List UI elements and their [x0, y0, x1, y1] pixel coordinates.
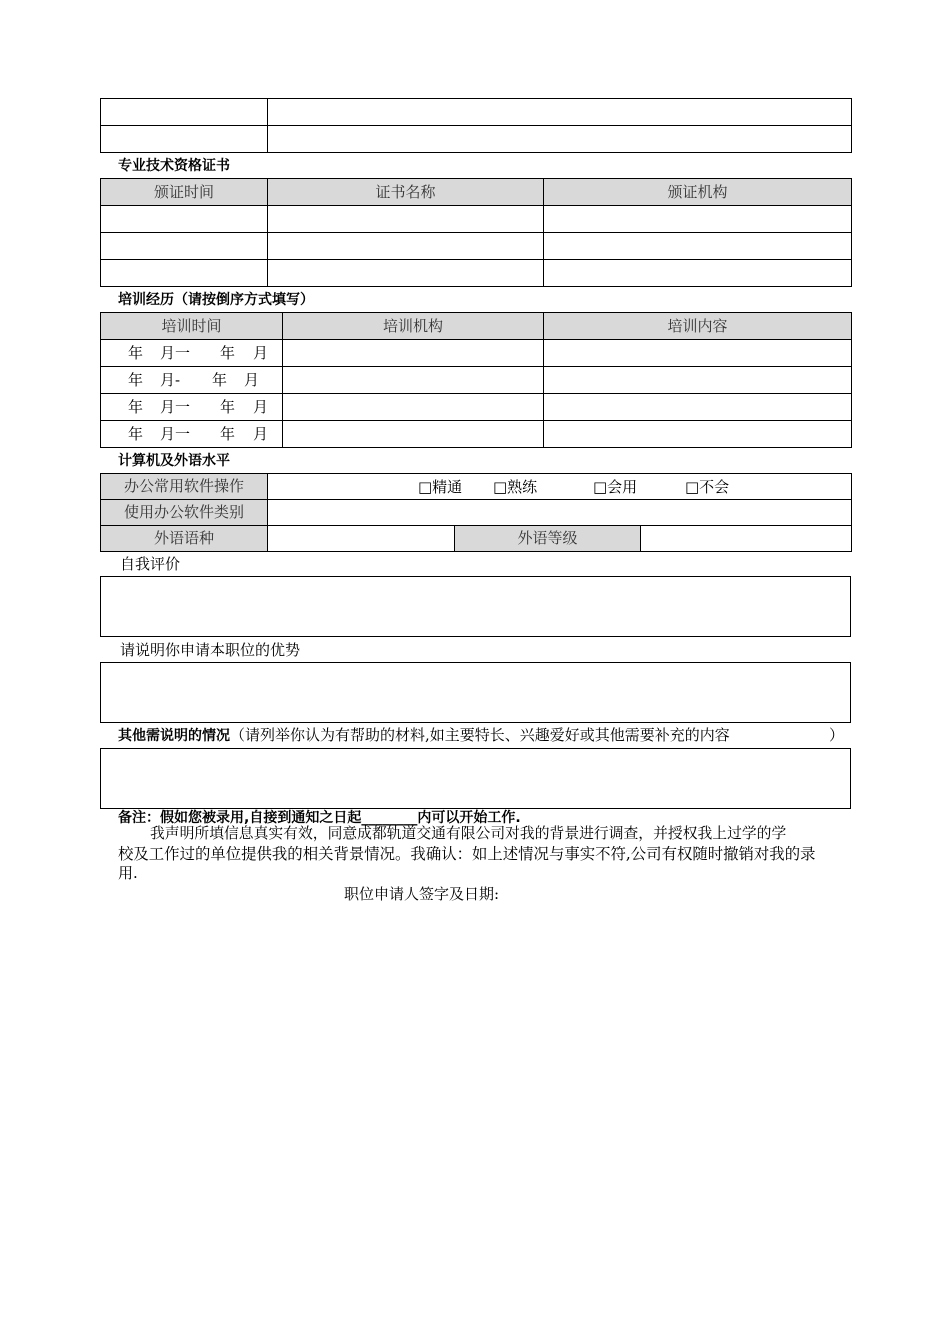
month-label: 月 [244, 371, 260, 389]
language-level-cell[interactable] [641, 526, 852, 552]
office-ops-label: 办公常用软件操作 [101, 474, 268, 500]
training-content-cell[interactable] [544, 421, 852, 448]
cert-cell[interactable] [544, 260, 852, 287]
month-label: 月- [160, 371, 181, 389]
training-header-time: 培训时间 [101, 313, 283, 340]
cert-cell[interactable] [268, 206, 544, 233]
computer-language-section-title: 计算机及外语水平 [118, 453, 230, 469]
cert-cell[interactable] [268, 233, 544, 260]
year-label: 年 [220, 425, 236, 443]
advantages-box[interactable] [100, 662, 851, 723]
month-label: 月一 [160, 344, 191, 362]
other-info-label [118, 726, 730, 745]
year-label: 年 [220, 344, 236, 362]
year-label: 年 [128, 344, 144, 362]
option-can-use-checkbox[interactable]: □会用 [593, 478, 638, 496]
other-info-title: 其他需说明的情况 [118, 728, 230, 744]
month-label: 月 [253, 398, 269, 416]
month-label: 月 [253, 344, 269, 362]
certificates-section-title: 专业技术资格证书 [118, 158, 230, 174]
training-header-content: 培训内容 [544, 313, 852, 340]
cert-header-date: 颁证时间 [101, 179, 268, 206]
month-label: 月一 [160, 425, 191, 443]
advantages-label: 请说明你申请本职位的优势 [120, 641, 301, 659]
certificates-table [100, 178, 852, 287]
software-type-cell[interactable] [268, 500, 852, 526]
cert-header-issuer: 颁证机构 [544, 179, 852, 206]
year-label: 年 [212, 371, 228, 389]
cert-header-name: 证书名称 [268, 179, 544, 206]
cert-cell[interactable] [544, 206, 852, 233]
self-eval-box[interactable] [100, 576, 851, 637]
blank-cell[interactable] [268, 126, 852, 153]
training-time-cell[interactable] [101, 421, 283, 448]
month-label: 月一 [160, 398, 191, 416]
blank-cell[interactable] [101, 126, 268, 153]
declaration-line-3: 用. [118, 864, 138, 882]
self-eval-label: 自我评价 [120, 555, 181, 573]
year-label: 年 [128, 398, 144, 416]
training-org-cell[interactable] [283, 367, 544, 394]
signature-field[interactable] [520, 884, 770, 904]
training-time-cell[interactable] [101, 394, 283, 421]
software-type-label: 使用办公软件类别 [101, 500, 268, 526]
top-continuation-table [100, 98, 852, 153]
training-time-cell[interactable] [101, 340, 283, 367]
option-skilled-checkbox[interactable]: □熟练 [493, 478, 538, 496]
training-content-cell[interactable] [544, 367, 852, 394]
training-content-cell[interactable] [544, 340, 852, 367]
language-cell[interactable] [268, 526, 455, 552]
training-org-cell[interactable] [283, 340, 544, 367]
training-table [100, 312, 852, 448]
training-time-cell[interactable] [101, 367, 283, 394]
training-header-org: 培训机构 [283, 313, 544, 340]
computer-language-table [100, 473, 852, 552]
other-info-note: （请列举你认为有帮助的材料,如主要特长、兴趣爱好或其他需要补充的内容 [230, 726, 730, 744]
option-proficient-checkbox[interactable]: □精通 [418, 478, 463, 496]
other-info-box[interactable] [100, 748, 851, 809]
year-label: 年 [128, 371, 144, 389]
year-label: 年 [128, 425, 144, 443]
blank-cell[interactable] [101, 99, 268, 126]
cert-cell[interactable] [101, 206, 268, 233]
month-label: 月 [253, 425, 269, 443]
office-ops-options-cell [268, 474, 852, 500]
training-org-cell[interactable] [283, 394, 544, 421]
training-org-cell[interactable] [283, 421, 544, 448]
cert-cell[interactable] [101, 233, 268, 260]
blank-cell[interactable] [268, 99, 852, 126]
cert-cell[interactable] [268, 260, 544, 287]
other-info-close-paren: ） [829, 726, 845, 744]
language-level-label: 外语等级 [455, 526, 641, 552]
cert-cell[interactable] [544, 233, 852, 260]
note-text-before: 备注：假如您被录用,自接到通知之日起 [118, 810, 362, 826]
signature-label: 职位申请人签字及日期: [344, 885, 500, 903]
language-label: 外语语种 [101, 526, 268, 552]
training-content-cell[interactable] [544, 394, 852, 421]
cert-cell[interactable] [101, 260, 268, 287]
training-section-title: 培训经历（请按倒序方式填写） [118, 292, 314, 308]
year-label: 年 [220, 398, 236, 416]
declaration-line-1: 我声明所填信息真实有效，同意成都轨道交通有限公司对我的背景进行调查，并授权我上过学的学 [150, 825, 787, 842]
declaration-line-2: 校及工作过的单位提供我的相关背景情况。我确认：如上述情况与事实不符,公司有权随时撤销对我的录 [118, 845, 816, 863]
note-text-after: 内可以开始工作. [417, 810, 521, 826]
note-days-blank[interactable]: ________ [361, 810, 418, 826]
option-cannot-checkbox[interactable]: □不会 [685, 478, 730, 496]
